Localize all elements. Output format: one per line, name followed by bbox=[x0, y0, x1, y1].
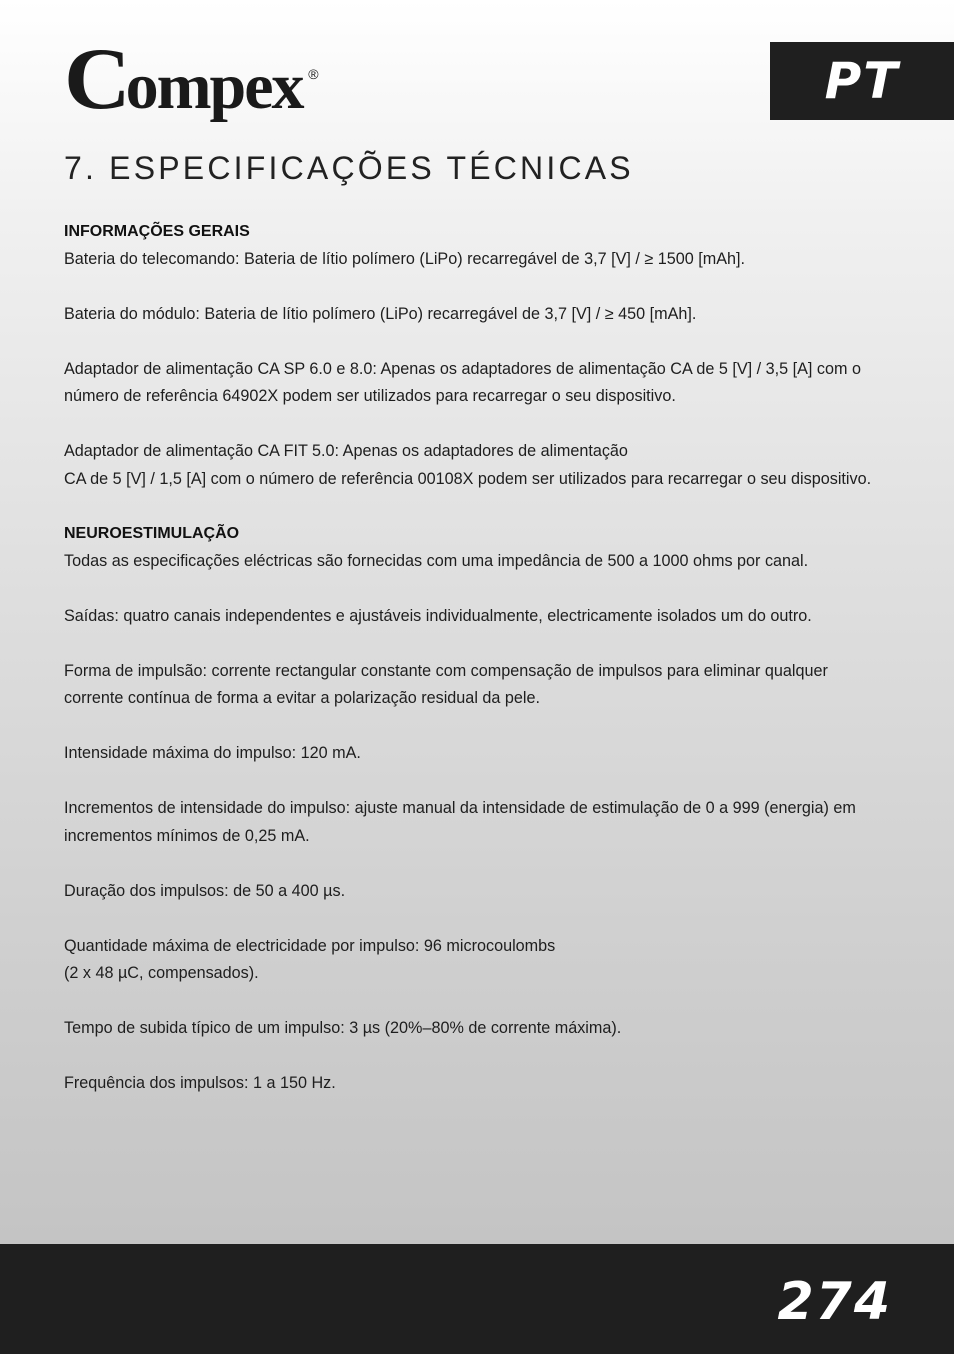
section-heading: NEUROESTIMULAÇÃO bbox=[64, 525, 240, 542]
section-heading: INFORMAÇÕES GERAIS bbox=[64, 223, 250, 240]
page-number: 274 bbox=[777, 1272, 892, 1332]
paragraph-adapter-fit-line2: CA de 5 [V] / 1,5 [A] com o número de referência 00108X podem ser utilizados para recarregar o seu dispositivo. bbox=[64, 469, 872, 488]
logo-letters-ompex: ompex bbox=[125, 50, 303, 123]
paragraph-max-intensity: Intensidade máxima do impulso: 120 mA. bbox=[64, 744, 361, 762]
paragraph-max-charge-line2: (2 x 48 µC, compensados). bbox=[64, 964, 259, 982]
page-title: 7. ESPECIFICAÇÕES TÉCNICAS bbox=[64, 150, 634, 186]
paragraph-module-battery: Bateria do módulo: Bateria de lítio polímero (LiPo) recarregável de 3,7 [V] / ≥ 450 [mAh]. bbox=[64, 304, 697, 323]
paragraph-rise-time: Tempo de subida típico de um impulso: 3 µs (20%–80% de corrente máxima). bbox=[64, 1019, 622, 1037]
paragraph-pulse-form: Forma de impulsão: corrente rectangular constante com compensação de impulsos para eliminar qualquer corrente contínua de forma a evitar a polarização residual da pele. bbox=[64, 661, 828, 707]
paragraph-max-charge-line1: Quantidade máxima de electricidade por impulso: 96 microcoulombs bbox=[64, 936, 556, 955]
paragraph-impedance: Todas as especificações eléctricas são fornecidas com uma impedância de 500 a 1000 ohms por canal. bbox=[64, 551, 809, 570]
footer-bar bbox=[0, 1244, 954, 1354]
compex-logo bbox=[64, 31, 319, 128]
language-tab: PT bbox=[770, 42, 954, 120]
paragraph-intensity-increments: Incrementos de intensidade do impulso: ajuste manual da intensidade de estimulação de 0 a 999 (energia) em incrementos mínimos de 0,25 mA. bbox=[64, 799, 856, 845]
section-general-info bbox=[64, 218, 884, 493]
document-content bbox=[64, 218, 884, 1125]
logo-letter-c: C bbox=[64, 31, 127, 128]
registered-mark: ® bbox=[308, 66, 319, 82]
section-neurostimulation bbox=[64, 520, 884, 1098]
paragraph-adapter-sp: Adaptador de alimentação CA SP 6.0 e 8.0: Apenas os adaptadores de alimentação CA de 5 [V] / 3,5 [A] com o número de referência 64902X podem ser utilizados para recarregar o seu dispositivo. bbox=[64, 359, 862, 405]
paragraph-pulse-duration: Duração dos impulsos: de 50 a 400 µs. bbox=[64, 881, 346, 900]
paragraph-adapter-fit-line1: Adaptador de alimentação CA FIT 5.0: Apenas os adaptadores de alimentação bbox=[64, 442, 628, 460]
paragraph-outputs: Saídas: quatro canais independentes e ajustáveis individualmente, electricamente isolados um do outro. bbox=[64, 606, 812, 625]
paragraph-pulse-frequency: Frequência dos impulsos: 1 a 150 Hz. bbox=[64, 1074, 336, 1092]
paragraph-remote-battery: Bateria do telecomando: Bateria de lítio polímero (LiPo) recarregável de 3,7 [V] / ≥ 1500 [mAh]. bbox=[64, 249, 746, 268]
